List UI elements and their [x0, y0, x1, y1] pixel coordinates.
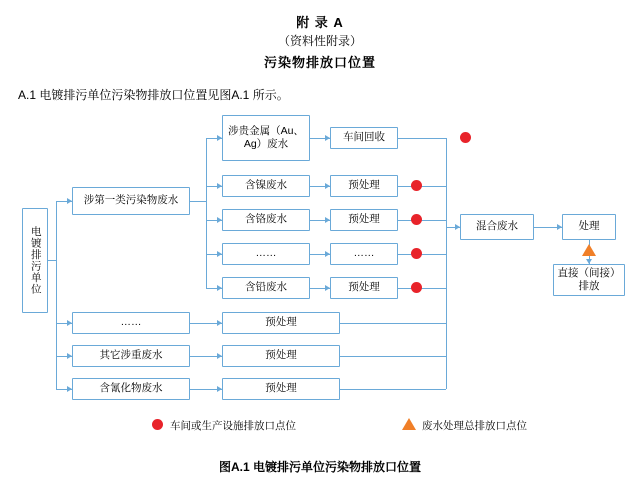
node-pretreat-lead: 预处理: [330, 277, 398, 299]
link-pretreatl-collector: [398, 288, 446, 289]
appendix-kind-label: （资料性附录）: [277, 34, 362, 48]
status-badge-workshop-point-ellipsis: [411, 248, 422, 259]
node-other-heavy-wastewater: 其它涉重废水: [72, 345, 190, 367]
node-pretreat-cyanide: 预处理: [222, 378, 340, 400]
legend-workshop-label: 车间或生产设施排放口点位: [170, 420, 296, 432]
node-discharge: 直接（间接）排放: [553, 264, 625, 296]
node-branch-ellipsis: ……: [222, 243, 310, 265]
link-pretreatn-collector: [398, 186, 446, 187]
status-badge-workshop-point-lead: [411, 282, 422, 293]
link-pretreatother-collector: [340, 356, 446, 357]
legend-total-label: 废水处理总排放口点位: [422, 420, 527, 432]
collector-bus-vertical: [446, 138, 447, 389]
link-pretreatc-collector: [398, 220, 446, 221]
page-title: 附 录 A: [296, 15, 344, 30]
link-source-trunk: [48, 260, 56, 261]
node-lead-wastewater: 含铅废水: [222, 277, 310, 299]
link-pretreate-collector: [398, 254, 446, 255]
node-workshop-recycle: 车间回收: [330, 127, 398, 149]
node-cyanide-wastewater: 含氰化物废水: [72, 378, 190, 400]
node-nickel-wastewater: 含镍废水: [222, 175, 310, 197]
node-pretreat-other: 预处理: [222, 345, 340, 367]
trunk-vertical: [56, 201, 57, 389]
node-source-unit: 电镀排污单位: [22, 208, 48, 313]
status-badge-total-outfall-point: [582, 244, 596, 256]
node-chrome-wastewater: 含铬废水: [222, 209, 310, 231]
node-class1-wastewater: 涉第一类污染物废水: [72, 187, 190, 215]
node-mixed-wastewater: 混合废水: [460, 214, 534, 240]
node-pretreat-dots: 预处理: [222, 312, 340, 334]
link-recycle-collector: [398, 138, 446, 139]
node-pretreat-chrome: 预处理: [330, 209, 398, 231]
node-dots-wastewater: ……: [72, 312, 190, 334]
legend-workshop-dot-icon: [152, 419, 163, 430]
status-badge-workshop-point-nickel: [411, 180, 422, 191]
status-badge-workshop-point-chrome: [411, 214, 422, 225]
link-pretreatcy-collector: [340, 389, 446, 390]
clause-a1-text: A.1 电镀排污单位污染物排放口位置见图A.1 所示。: [18, 88, 289, 102]
link-pretreatdots-collector: [340, 323, 446, 324]
branch-bus-vertical: [206, 138, 207, 288]
status-badge-workshop-point-recycle: [460, 132, 471, 143]
appendix-subject-title: 污染物排放口位置: [263, 55, 376, 70]
node-pretreat-nickel: 预处理: [330, 175, 398, 197]
node-precious-metal-wastewater: 涉贵金属（Au、Ag）废水: [222, 115, 310, 161]
figure-caption: 图A.1 电镀排污单位污染物排放口位置: [218, 460, 421, 474]
node-pretreat-ellipsis: ……: [330, 243, 398, 265]
node-treatment: 处理: [562, 214, 616, 240]
legend-total-triangle-icon: [402, 418, 416, 430]
link-class1-bus: [190, 201, 206, 202]
